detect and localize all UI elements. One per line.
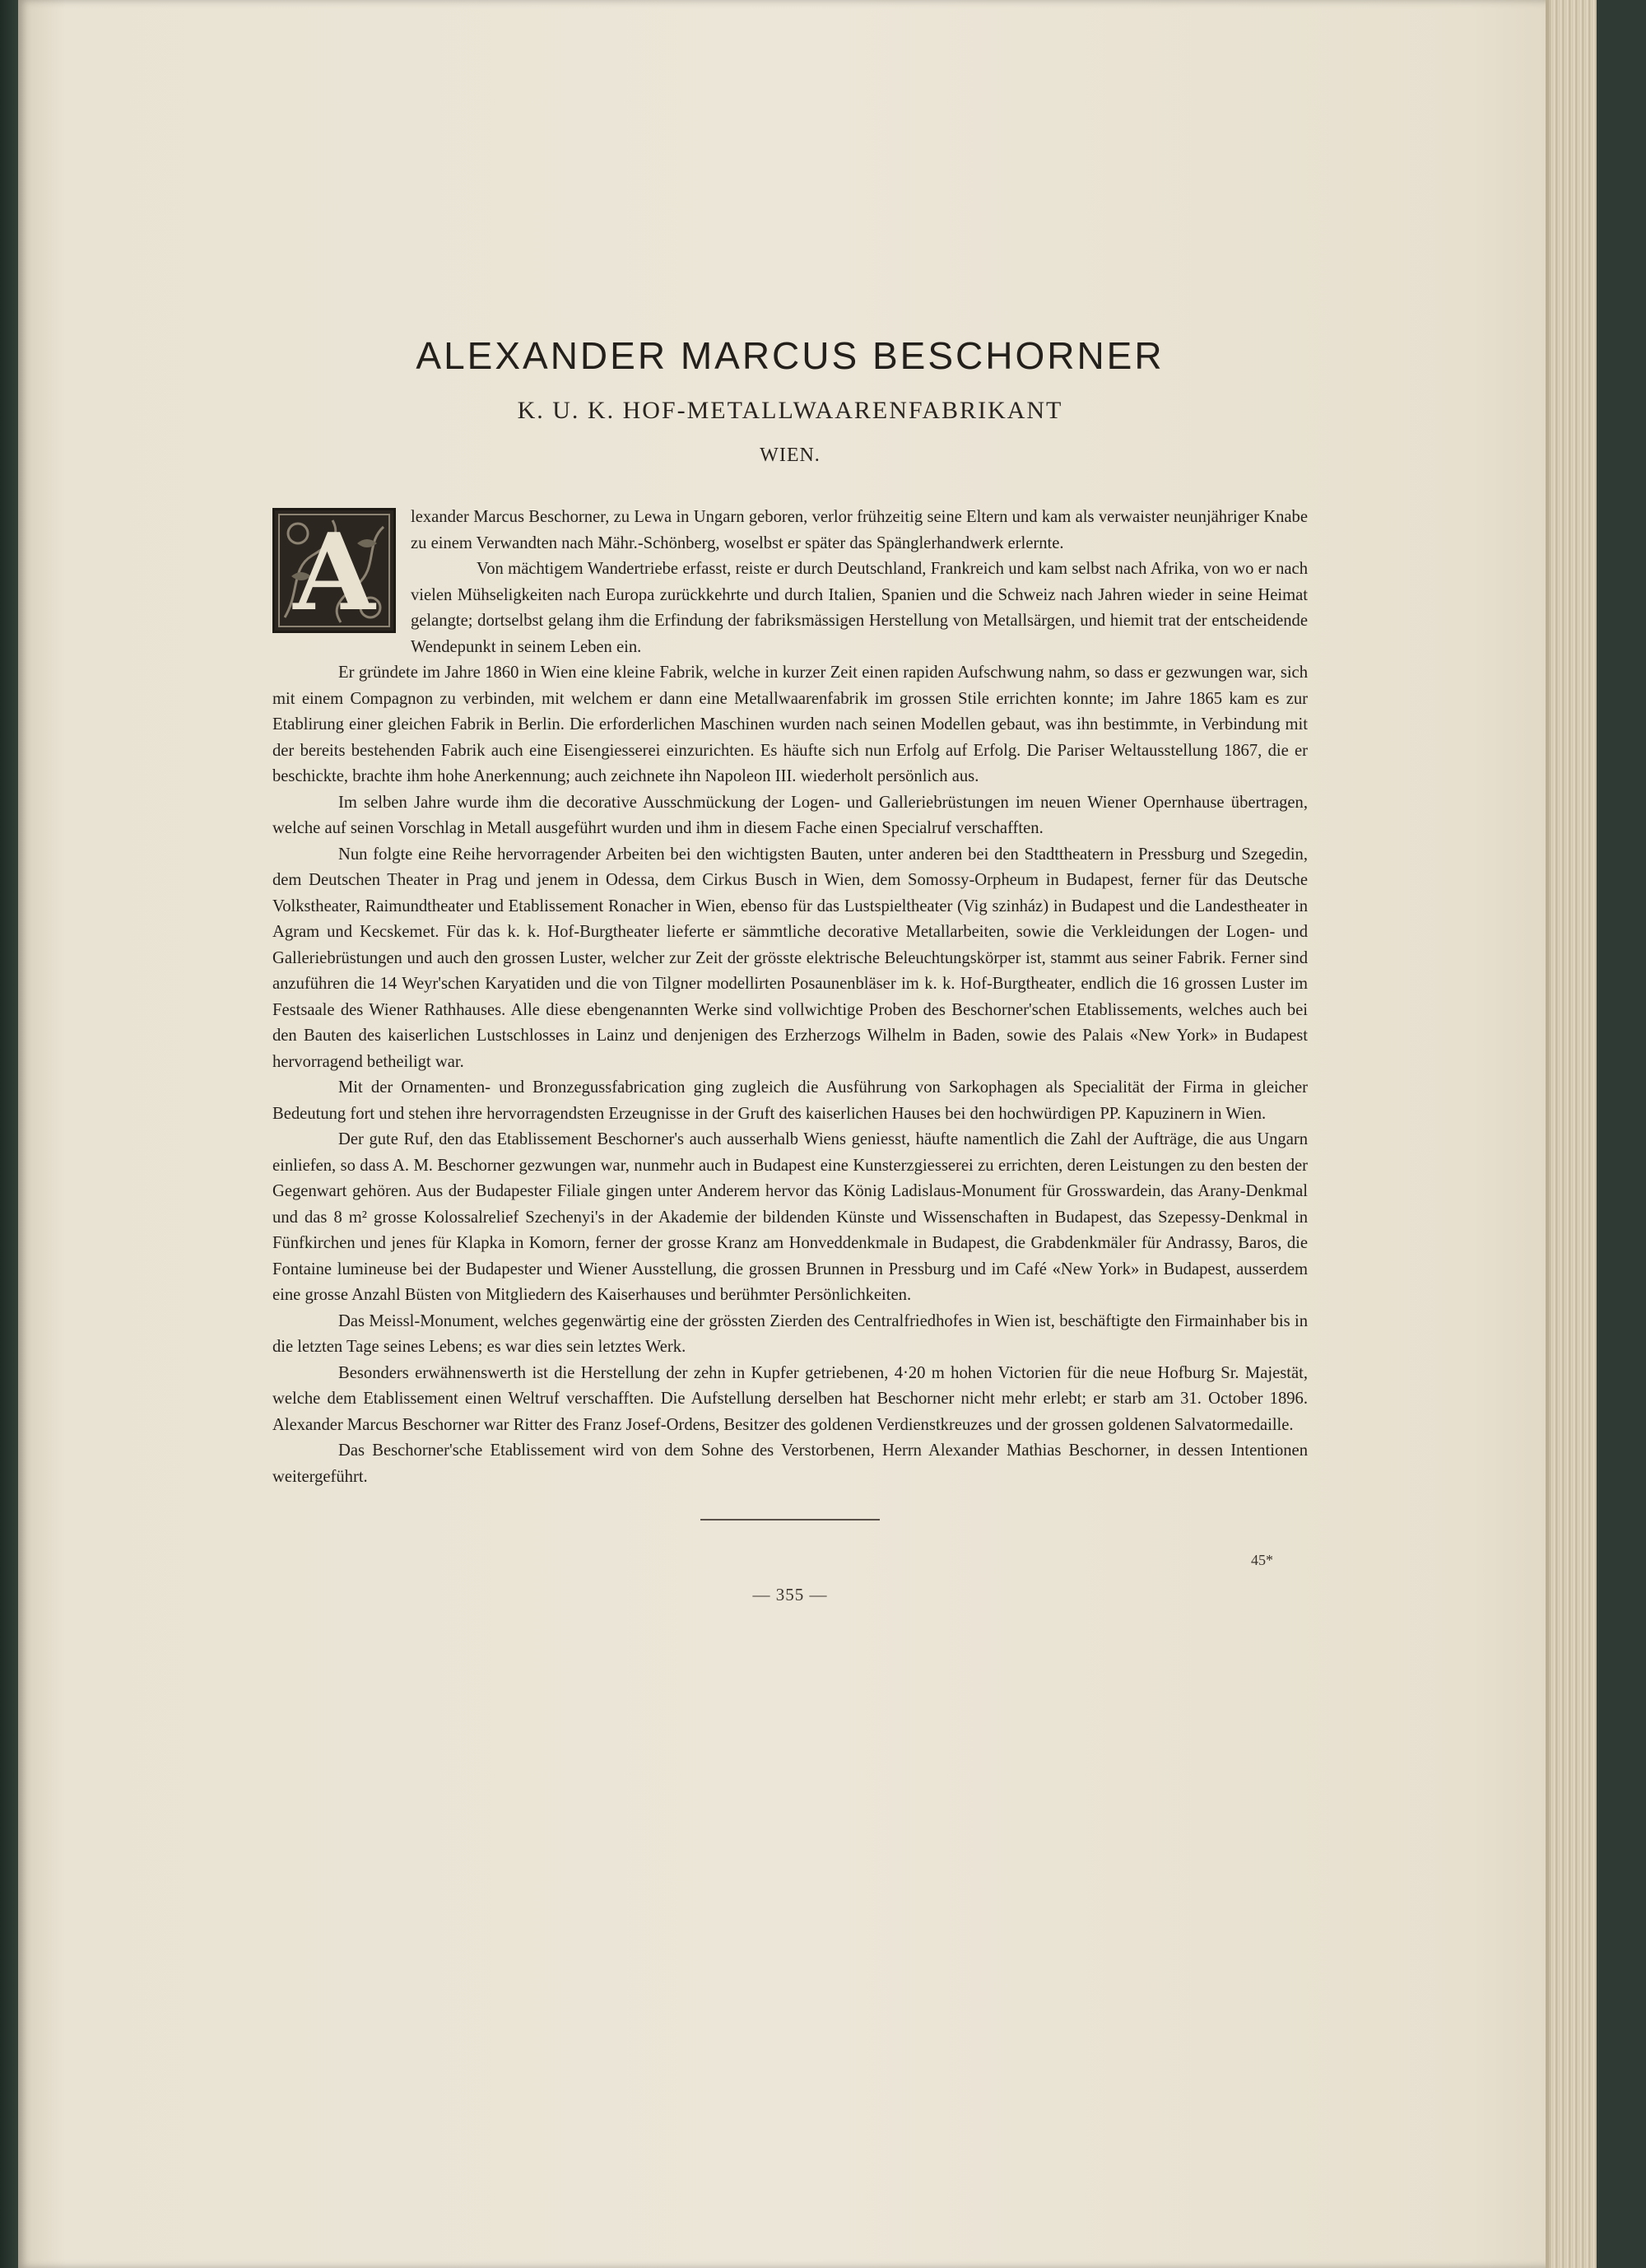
page-number: — 355 — — [752, 1585, 828, 1605]
paragraph: Besonders erwähnenswerth ist die Herstellung der zehn in Kupfer getriebenen, 4·20 m hohen Victorien für die neue Hofburg Sr. Majestät, welche dem Etablissement einen Weltruf verschafften. Die Aufstellung derselben hat Beschorner nicht mehr erlebt; er starb am 31. October 1896. Alexander Marcus Beschorner war Ritter des Franz Josef-Ordens, Besitzer des goldenen Verdienstkreuzes und der grossen goldenen Salvatormedaille. — [272, 1363, 1308, 1434]
city-line: WIEN. — [760, 445, 821, 467]
page-footer — [272, 1552, 1308, 1605]
page-subtitle: K. U. K. HOF-METALLWAARENFABRIKANT — [517, 397, 1063, 425]
paragraph: Der gute Ruf, den das Etablissement Beschorner's auch ausserhalb Wiens geniesst, häufte namentlich die Zahl der Aufträge, die aus Ungarn einliefen, so dass A. M. Beschorner gezwungen war, nunmehr auch in Budapest eine Kunsterzgiesserei zu errichten, deren Leistungen zu den besten der Gegenwart gehören. Aus der Budapester Filiale gingen unter Anderem hervor das König Ladislaus-Monument für Grosswardein, das Arany-Denkmal und das 8 m² grosse Kolossalrelief Szechenyi's in der Akademie der bildenden Künste und Wissenschaften in Budapest, das Szepessy-Denkmal in Fünfkirchen und jenes für Klapka in Komorn, ferner der grosse Kranz am Honveddenkmale in Budapest, die Grabdenkmäler für Andrassy, Baros, die Fontaine lumineuse bei der Budapester und Wiener Ausstellung, die grossen Brunnen in Pressburg und im Café «New York» in Budapest, ausserdem eine grosse Anzahl Büsten von Mitgliedern des Kaiserhauses und berühmter Persönlichkeiten. — [272, 1130, 1308, 1305]
paragraph: Nun folgte eine Reihe hervorragender Arbeiten bei den wichtigsten Bauten, unter anderen bei den Stadttheatern in Pressburg und Szegedin, dem Deutschen Theater in Prag und jenem in Odessa, dem Cirkus Busch in Wien, dem Somossy-Orpheum in Budapest, ferner für das Deutsche Volkstheater, Raimundtheater und Etablissement Ronacher in Wien, ebenso für das Lustspieltheater (Vig szinház) in Budapest und die Landestheater in Agram und Kecskemet. Für das k. k. Hof-Burgtheater lieferte er sämmtliche decorative Metallarbeiten, sowie die Verkleidungen der Logen- und Galleriebrüstungen und auch den grossen Luster, welcher zur Zeit der grösste elektrische Beleuchtungskörper ist, stammt aus seiner Fabrik. Ferner sind anzuführen die 14 Weyr'schen Karyatiden und die von Tilgner modellirten Posaunenbläser im k. k. Hof-Burgtheater, endlich die 16 grossen Luster im Festsaale des Wiener Rathhauses. Alle diese ebengenannten Werke sind vollwichtige Proben des Beschorner'schen Etablissements, welches auch bei den Bauten des kaiserlichen Lustschlosses in Lainz und denjenigen des Erzherzogs Wilhelm in Baden, sowie des Palais «New York» in Budapest hervorragend betheiligt war. — [272, 845, 1308, 1071]
section-divider — [700, 1519, 880, 1521]
book-page — [18, 0, 1597, 2268]
page-stack-edge — [1546, 0, 1597, 2268]
paragraph: Er gründete im Jahre 1860 in Wien eine kleine Fabrik, welche in kurzer Zeit einen rapiden Aufschwung nahm, so dass er gezwungen war, sich mit einem Compagnon zu verbinden, mit welchem er dann eine Metallwaarenfabrik im grossen Stile errichten konnte; im Jahre 1865 kam es zur Etablirung einer gleichen Fabrik in Berlin. Die erforderlichen Maschinen wurden nach seinen Modellen gebaut, was ihn bestimmte, in Verbindung mit der bereits bestehenden Fabrik auch eine Eisengiesserei einzurichten. Es häufte sich nun Erfolg auf Erfolg. Die Pariser Weltausstellung 1867, die er beschickte, brachte ihm hohe Anerkennung; auch zeichnete ihn Napoleon III. wiederholt persönlich aus. — [272, 664, 1308, 786]
decorative-initial — [272, 508, 396, 633]
paragraph: Im selben Jahre wurde ihm die decorative Ausschmückung der Logen- und Galleriebrüstungen im neuen Wiener Opernhause übertragen, welche auf seinen Vorschlag in Metall ausgeführt wurden und ihm in diesem Fache einen Specialruf verschafften. — [272, 793, 1308, 838]
paragraph: Mit der Ornamenten- und Bronzegussfabrication ging zugleich die Ausführung von Sarkophagen als Specialität der Firma in gleicher Bedeutung fort und stehen ihre hervorragendsten Erzeugnisse in der Gruft des kaiserlichen Hauses bei den hochwürdigen PP. Kapuzinern in Wien. — [272, 1078, 1308, 1123]
signature-mark: 45* — [1251, 1552, 1273, 1569]
paragraph: Das Beschorner'sche Etablissement wird von dem Sohne des Verstorbenen, Herrn Alexander Mathias Beschorner, in dessen Intentionen weitergeführt. — [272, 1441, 1308, 1486]
article — [272, 333, 1308, 1605]
body-text — [272, 505, 1308, 1490]
initial-letter: A — [293, 511, 375, 634]
paragraph: Das Meissl-Monument, welches gegenwärtig eine der grössten Zierden des Centralfriedhofes in Wien ist, beschäftigte den Firmainhaber bis in die letzten Tage seines Lebens; es war dies sein letztes Werk. — [272, 1311, 1308, 1357]
paragraph: Von mächtigem Wandertriebe erfasst, reiste er durch Deutschland, Frankreich und kam selbst nach Afrika, von wo er nach vielen Mühseligkeiten nach Europa zurückkehrte und durch Italien, Spanien und die Schweiz nach Jahren wieder in seine Heimat gelangte; dortselbst gelang ihm die Erfindung der fabriksmässigen Herstellung von Metallsärgen, und hiemit trat der entscheidende Wendepunkt in seinem Leben ein. — [411, 560, 1308, 656]
page-title: ALEXANDER MARCUS BESCHORNER — [416, 334, 1165, 377]
paragraph: lexander Marcus Beschorner, zu Lewa in Ungarn geboren, verlor frühzeitig seine Eltern und kam als verwaister neunjähriger Knabe zu einem Verwandten nach Mähr.-Schönberg, woselbst er später das Spänglerhandwerk erlernte. — [411, 508, 1308, 552]
